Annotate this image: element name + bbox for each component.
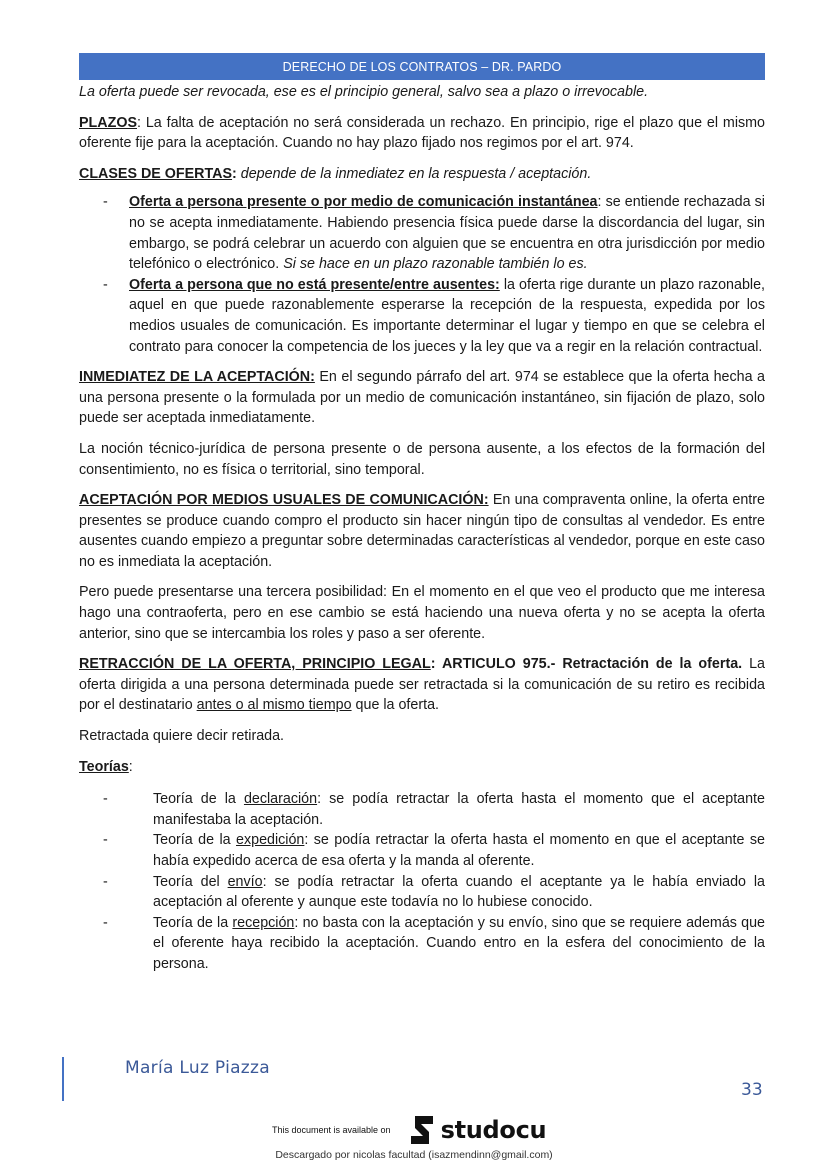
studocu-banner[interactable] (272, 1113, 546, 1147)
page-content (79, 82, 765, 985)
aceptacion-medios-text: En una compraventa online, la oferta entre presentes se produce cuando compro el producto sin hacer ningún tipo de consultas al vendedor. Es entre ausentes cuando empiezo a preguntar sobre determinadas características al vendedor, porque en este caso no es inmediata la aceptación. (79, 492, 765, 570)
dash-bullet: - (103, 914, 108, 931)
item-term: recepción (232, 914, 295, 931)
retraccion-underlined: antes o al mismo tiempo (196, 697, 352, 714)
list-item (79, 789, 765, 830)
teorias-heading-paragraph (79, 757, 765, 778)
plazos-heading: PLAZOS (79, 114, 137, 131)
list-item (79, 275, 765, 357)
studocu-logo-icon (407, 1114, 437, 1146)
aceptacion-medios-heading: ACEPTACIÓN POR MEDIOS USUALES DE COMUNICACIÓN: (79, 492, 489, 509)
nocion-text: La noción técnico-jurídica de persona presente o de persona ausente, a los efectos de la formación del consentimiento, no es física o territorial, sino temporal. (79, 440, 765, 478)
header-title: DERECHO DE LOS CONTRATOS – DR. PARDO (282, 60, 562, 74)
item-italic-tail: Si se hace en un plazo razonable también lo es. (283, 256, 588, 273)
nocion-paragraph (79, 439, 765, 480)
inmediatez-paragraph (79, 367, 765, 429)
item-prefix: Teoría del (153, 873, 228, 890)
footer-accent-line (62, 1057, 64, 1101)
tercera-text: Pero puede presentarse una tercera posibilidad: En el momento en el que veo el producto que me interesa hago una contraoferta, pero en ese cambio se está haciendo una nueva oferta y no se acepta la oferta anterior, sino que se intercambia los roles y paso a ser oferente. (79, 584, 765, 642)
list-item (79, 913, 765, 975)
running-header (79, 53, 765, 80)
item-title: Oferta a persona que no está presente/entre ausentes: (129, 276, 500, 293)
clases-subtitle: depende de la inmediatez en la respuesta / aceptación. (236, 165, 592, 182)
download-note: Descargado por nicolas facultad (isazmendinn@gmail.com) (275, 1149, 553, 1161)
tercera-paragraph (79, 582, 765, 644)
list-item (79, 192, 765, 274)
item-term: envío (227, 873, 263, 890)
clases-colon: : (232, 165, 237, 182)
clases-paragraph (79, 164, 765, 185)
retractada-text: Retractada quiere decir retirada. (79, 728, 285, 745)
list-item (79, 830, 765, 871)
item-text: : no basta con la aceptación y su envío, sino que se requiere además que el oferente haya recibido la aceptación. Cuando entro en la esfera del conocimiento de la persona. (153, 914, 765, 972)
item-prefix: Teoría de la (153, 832, 237, 849)
item-title: Oferta a persona presente o por medio de comunicación instantánea (129, 194, 598, 211)
list-item (79, 872, 765, 913)
item-term: expedición (236, 832, 305, 849)
studocu-wordmark: studocu (440, 1116, 547, 1144)
retraccion-text: La oferta dirigida a una persona determinada puede ser retractada si la comunicación de su retiro es recibida por el destinatario (79, 656, 766, 714)
clases-list (79, 192, 765, 357)
item-text: la oferta rige durante un plazo razonable, aquel en que puede razonablemente esperarse la recepción de la respuesta, expedida por los medios usuales de comunicación. Es importante determinar el lugar y tiempo en que se celebra el contrato para conocer la competencia de los jueces y la ley que va a regir en la relación contractual. (129, 276, 765, 355)
item-text: : se entiende rechazada si no se acepta inmediatamente. Habiendo presencia física puede darse la discordancia del lugar, sin embargo, se podrá celebrar un acuerdo con alguien que se encuentra en otra jurisdicción por medio telefónico o electrónico. (129, 194, 765, 273)
dash-bullet: - (103, 873, 108, 890)
clases-heading: CLASES DE OFERTAS (79, 165, 233, 182)
retraccion-article: : ARTICULO 975.- Retractación de la oferta. (430, 656, 743, 673)
intro-paragraph (79, 82, 765, 103)
dash-bullet: - (103, 791, 108, 808)
aceptacion-medios-paragraph (79, 490, 765, 572)
retraccion-text-end: que la oferta. (351, 697, 440, 714)
retraccion-heading: RETRACCIÓN DE LA OFERTA, PRINCIPIO LEGAL (79, 656, 431, 673)
item-term: declaración (243, 791, 318, 808)
dash-bullet: - (103, 832, 108, 849)
available-text: This document is available on (272, 1125, 391, 1135)
inmediatez-text: En el segundo párrafo del art. 974 se establece que la oferta hecha a una persona presente o la formulada por un medio de comunicación instantáneo, sin fijación de plazo, solo puede ser aceptada inmediatamente. (79, 369, 765, 427)
retractada-paragraph (79, 726, 765, 747)
inmediatez-heading: INMEDIATEZ DE LA ACEPTACIÓN: (79, 369, 315, 386)
studocu-logo[interactable] (407, 1114, 547, 1146)
item-text: : se podía retractar la oferta hasta el momento en que el aceptante se había expedido acerca de esa oferta y la manda al oferente. (153, 832, 765, 869)
plazos-paragraph (79, 113, 765, 154)
item-text: : se podía retractar la oferta cuando el aceptante ya le había enviado la aceptación al oferente y aunque este todavía no lo hubiese conocido. (153, 873, 765, 911)
dash-bullet: - (103, 194, 108, 211)
item-text: : se podía retractar la oferta hasta el momento que el aceptante manifestaba la aceptación. (153, 791, 765, 828)
intro-text: La oferta puede ser revocada, ese es el principio general, salvo sea a plazo o irrevocable. (79, 84, 649, 100)
item-prefix: Teoría de la (153, 914, 233, 931)
teorias-heading: Teorías (79, 758, 129, 775)
plazos-text: : La falta de aceptación no será considerada un rechazo. En principio, rige el plazo que el mismo oferente fije para la aceptación. Cuando no hay plazo fijado nos regimos por el art. 974. (79, 114, 765, 152)
footer-author: María Luz Piazza (125, 1058, 270, 1078)
dash-bullet: - (103, 276, 108, 293)
page-number: 33 (741, 1080, 763, 1100)
item-prefix: Teoría de la (153, 791, 244, 808)
retraccion-paragraph (79, 654, 765, 716)
teorias-colon: : (128, 758, 133, 775)
teorias-list (79, 789, 765, 974)
